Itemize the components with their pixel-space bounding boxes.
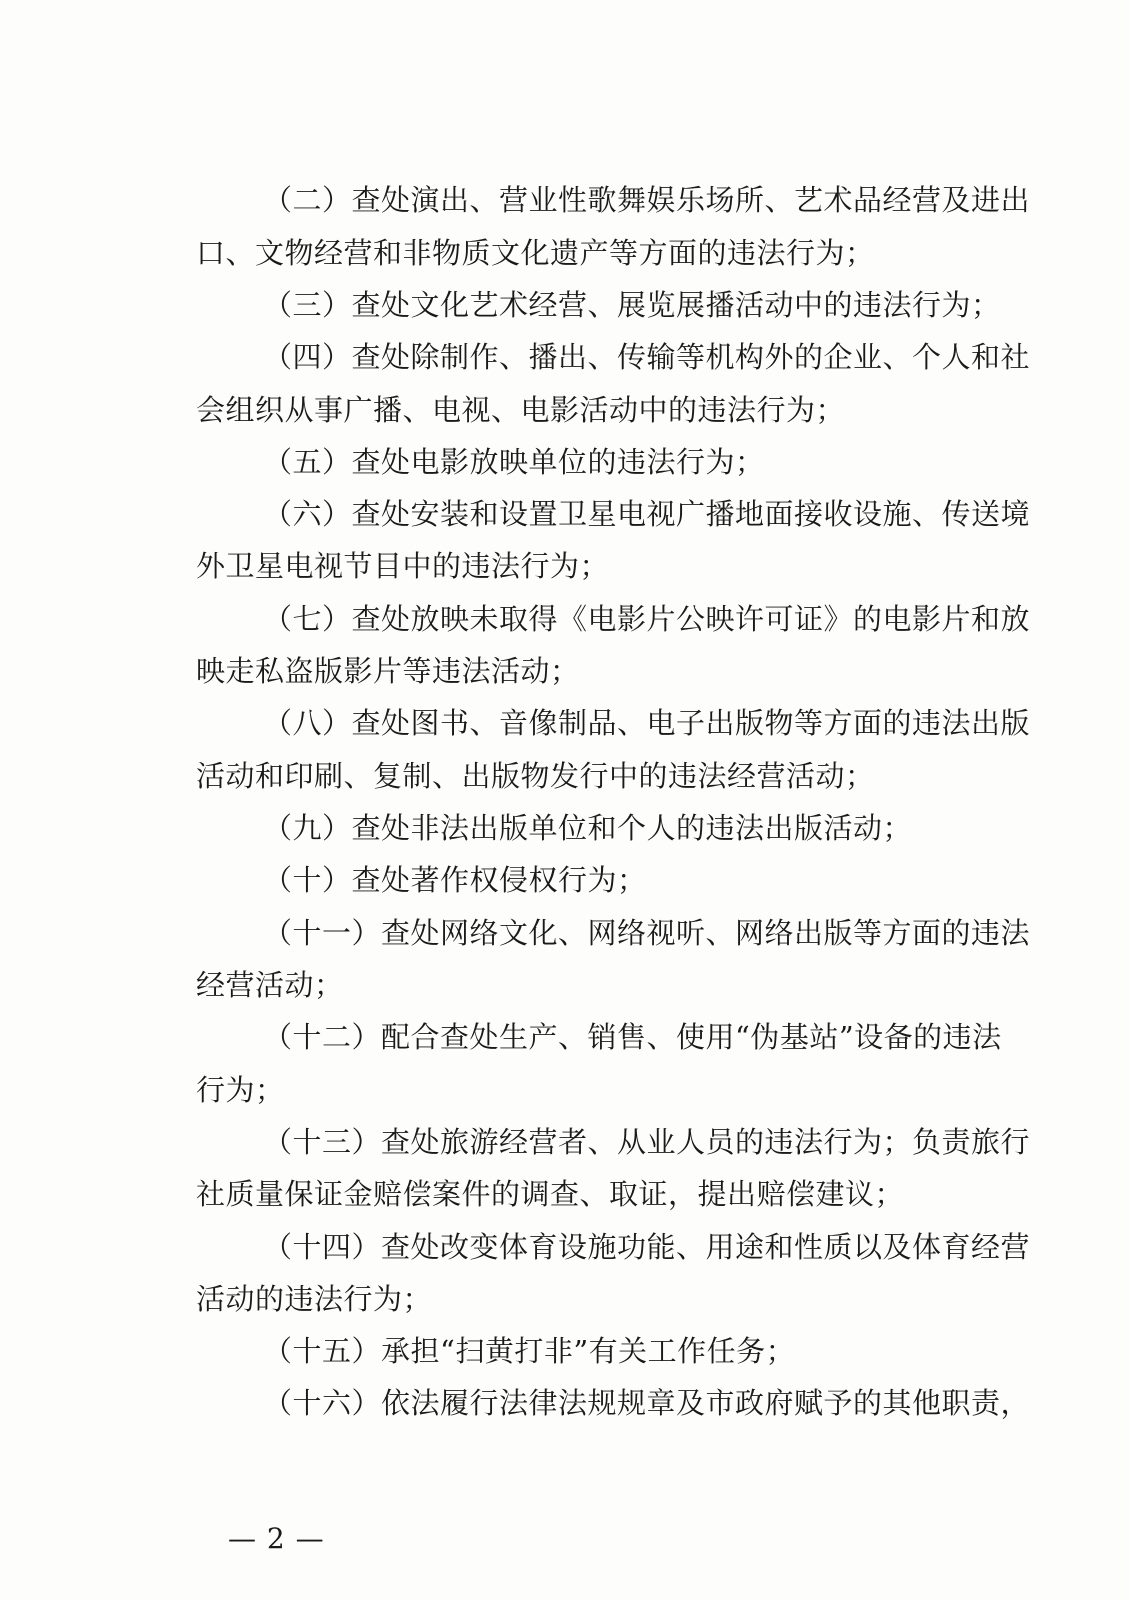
text-line: （十二）配合查处生产、销售、使用“伪基站”设备的违法 [263, 1020, 1002, 1054]
text-line: （十）查处著作权侵权行为； [263, 863, 647, 897]
text-line: 社质量保证金赔偿案件的调查、取证，提出赔偿建议； [196, 1177, 905, 1211]
text-line: （五）查处电影放映单位的违法行为； [263, 445, 765, 479]
text-line: （十三）查处旅游经营者、从业人员的违法行为；负责旅行 [263, 1125, 1031, 1159]
text-line: 映走私盗版影片等违法活动； [196, 654, 580, 688]
text-line: （六）查处安装和设置卫星电视广播地面接收设施、传送境 [263, 497, 1031, 531]
text-line: 经营活动； [196, 968, 344, 1002]
text-line: 活动和印刷、复制、出版物发行中的违法经营活动； [196, 759, 875, 793]
text-line: （九）查处非法出版单位和个人的违法出版活动； [263, 811, 913, 845]
text-line: （四）查处除制作、播出、传输等机构外的企业、个人和社 [263, 340, 1031, 374]
text-line: 活动的违法行为； [196, 1282, 433, 1316]
text-line: （十五）承担“扫黄打非”有关工作任务； [263, 1334, 796, 1368]
text-line: （二）查处演出、营业性歌舞娱乐场所、艺术品经营及进出 [263, 183, 1031, 217]
text-line: （十一）查处网络文化、网络视听、网络出版等方面的违法 [263, 916, 1031, 950]
text-line: （十四）查处改变体育设施功能、用途和性质以及体育经营 [263, 1230, 1031, 1264]
text-line: 会组织从事广播、电视、电影活动中的违法行为； [196, 393, 846, 427]
text-line: 口、文物经营和非物质文化遗产等方面的违法行为； [196, 236, 875, 270]
text-line: （七）查处放映未取得《电影片公映许可证》的电影片和放 [263, 602, 1031, 636]
text-line: 外卫星电视节目中的违法行为； [196, 549, 610, 583]
text-line: 行为； [196, 1073, 285, 1107]
text-line: （三）查处文化艺术经营、展览展播活动中的违法行为； [263, 288, 1001, 322]
page-number: — 2 — [228, 1522, 325, 1555]
text-line: （十六）依法履行法律法规规章及市政府赋予的其他职责， [263, 1386, 1031, 1420]
text-line: （八）查处图书、音像制品、电子出版物等方面的违法出版 [263, 706, 1031, 740]
